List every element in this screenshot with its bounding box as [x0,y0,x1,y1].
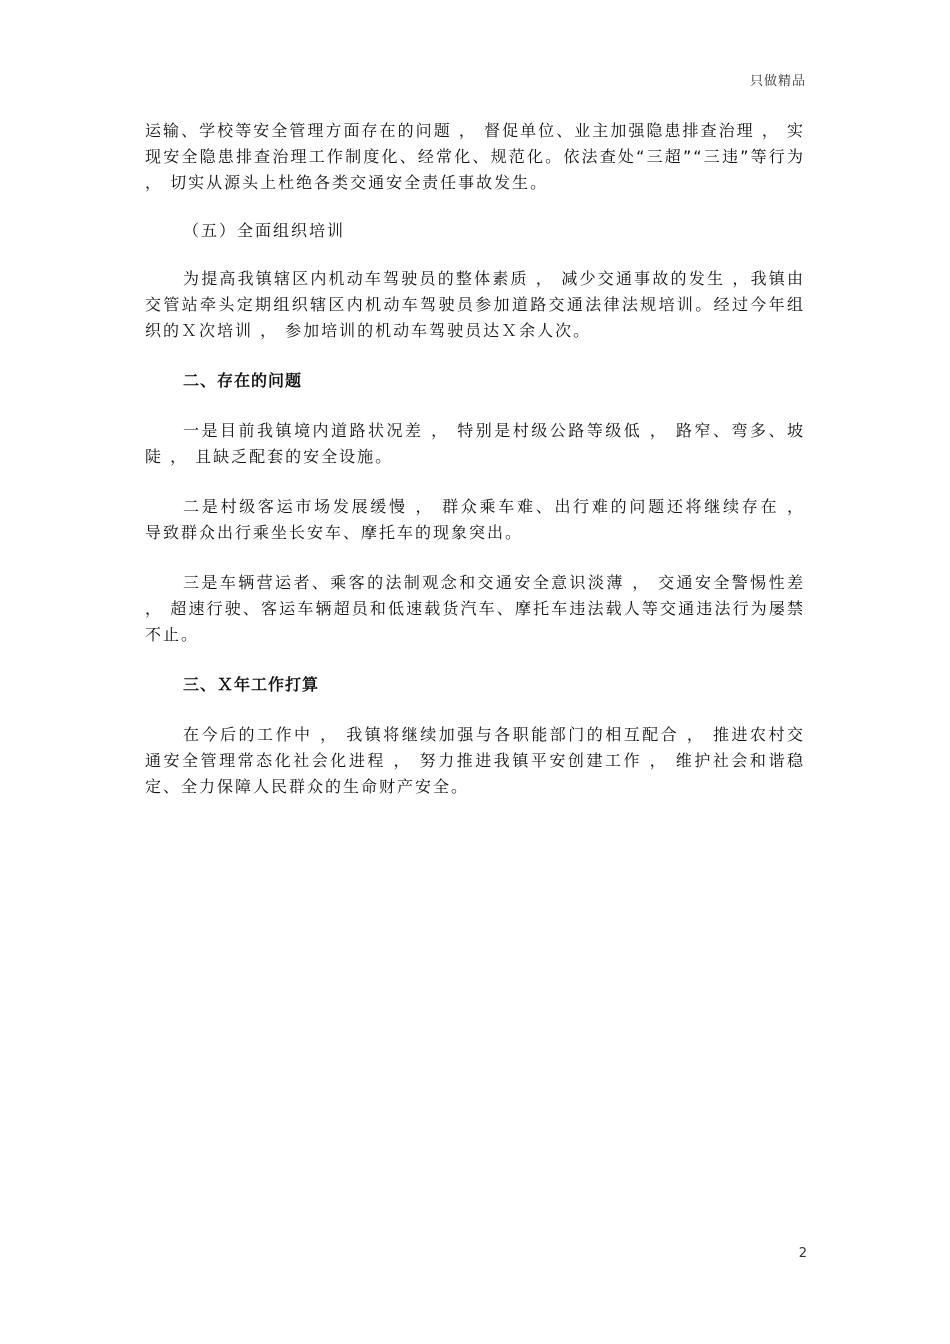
page-number: 2 [798,1246,807,1261]
heading-work-plan: 三、Ｘ年工作打算 [183,675,320,694]
paragraph-problem-two: 二是村级客运市场发展缓慢 ， 群众乘车难、出行难的问题还将继续存在 ， 导致群众出行乘坐长安车、摩托车的现象突出。 [145,497,805,542]
paragraph-work-plan: 在今后的工作中 ， 我镇将继续加强与各职能部门的相互配合 ， 推进农村交通安全管理常态化社会化进程 ， 努力推进我镇平安创建工作 ， 维护社会和谐稳定、全力保障人民群众的生命财产安全。 [145,725,805,796]
paragraph-problem-three: 三是车辆营运者、乘客的法制观念和交通安全意识淡薄 ， 交通安全警惕性差 ， 超速行驶、客运车辆超员和低速载货汽车、摩托车违法载人等交通违法行为屡禁不止。 [145,573,805,644]
paragraph-safety-inspection: 运输、学校等安全管理方面存在的问题 ， 督促单位、业主加强隐患排查治理 ， 实现安全隐患排查治理工作制度化、经常化、规范化。依法查处“三超”“三违”等行为 ， 切实从源头上杜绝各类交通安全责任事故发生。 [145,121,805,192]
heading-existing-problems: 二、存在的问题 [183,371,303,390]
paragraph-problem-one: 一是目前我镇境内道路状况差 ， 特别是村级公路等级低 ， 路窄、弯多、坡陡 ， 且缺乏配套的安全设施。 [145,421,805,466]
section-training-title: （五）全面组织培训 [183,221,346,240]
document-body [145,118,805,800]
paragraph-training: 为提高我镇辖区内机动车驾驶员的整体素质 ， 减少交通事故的发生 ，我镇由交管站牵头定期组织辖区内机动车驾驶员参加道路交通法律法规培训。经过今年组织的Ｘ次培训 ， 参加培训的机动车驾驶员达Ｘ余人次。 [145,269,805,340]
header-note: 只做精品 [749,74,806,89]
